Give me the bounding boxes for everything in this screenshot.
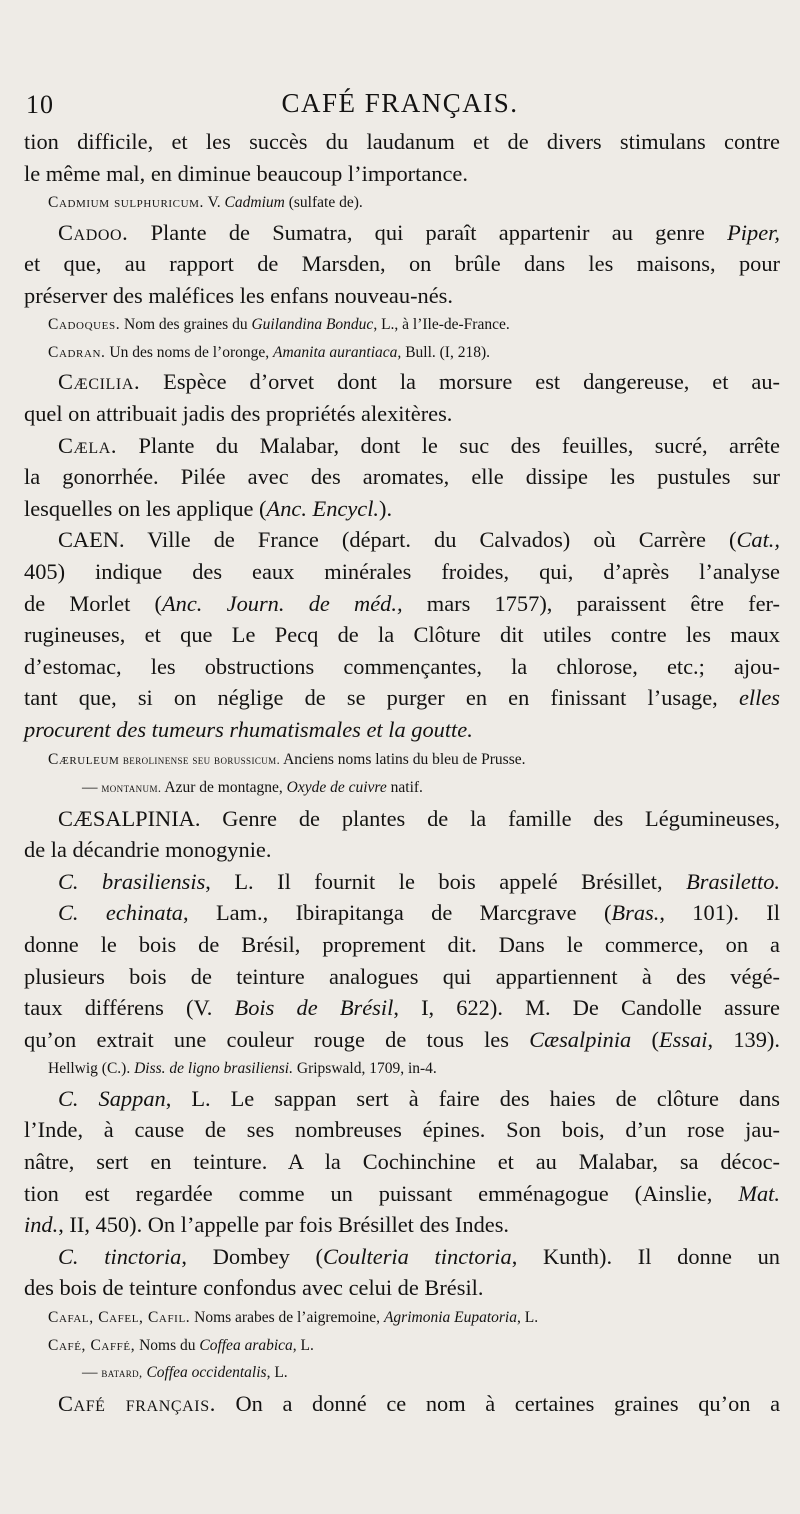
entry-caen: CAEN. Ville de France (départ. du Calvados) où Carrère (Cat., — [58, 527, 780, 553]
entry-caeruleum-montanum: — montanum. Azur de montagne, Oxyde de cuivre natif. — [82, 779, 423, 797]
entry-cafe-francais: Café français. On a donné ce nom à certaines graines qu’on a — [58, 1390, 781, 1416]
entry-cafe: Café, Caffé, Noms du Coffea arabica, L. — [48, 1336, 314, 1354]
text-line: 405) indique des eaux minérales froides, qui, d’après l’analyse — [24, 559, 780, 585]
text-line: d’estomac, les obstructions commençantes, la chlorose, etc.; ajou- — [24, 653, 780, 679]
text-line: tion est regardée comme un puissant emménagogue (Ainslie, Mat. — [24, 1180, 780, 1206]
text-line: l’Inde, à cause de ses nombreuses épines. Son bois, d’un rose jau- — [24, 1117, 780, 1143]
text-line: de Morlet (Anc. Journ. de méd., mars 1757), paraissent être fer- — [24, 590, 780, 616]
entry-c-brasiliensis: C. brasiliensis, L. Il fournit le bois appelé Brésillet, Brasiletto. — [58, 868, 780, 894]
entry-c-tinctoria: C. tinctoria, Dombey (Coulteria tinctoria, Kunth). Il donne un — [58, 1243, 780, 1269]
text-line: taux différens (V. Bois de Brésil, I, 622). M. De Candolle assure — [24, 995, 780, 1021]
page-number: 10 — [26, 90, 54, 119]
entry-cafal: Cafal, Cafel, Cafil. Noms arabes de l’aigremoine, Agrimonia Eupatoria, L. — [48, 1309, 539, 1326]
entry-cafe-batard: — batard, Coffea occidentalis, L. — [82, 1364, 288, 1381]
text-line: rugineuses, et que Le Pecq de la Clôture dit utiles contre les maux — [24, 622, 780, 648]
text-line: qu’on extrait une couleur rouge de tous les Cæsalpinia (Essai, 139). — [24, 1026, 780, 1052]
text-line: tant que, si on néglige de se purger en en finissant l’usage, elles — [24, 685, 780, 711]
entry-caecilia: Cæcilia. Espèce d’orvet dont la morsure est dangereuse, et au- — [58, 369, 780, 395]
entry-cadmium-sulphuricum: Cadmium sulphuricum. V. Cadmium (sulfate de). — [48, 194, 363, 212]
text-line: plusieurs bois de teinture analogues qui appartiennent à des végé- — [24, 963, 780, 989]
entry-c-sappan: C. Sappan, L. Le sappan sert à faire des haies de clôture dans — [58, 1085, 780, 1111]
text-line: procurent des tumeurs rhumatismales et la goutte. — [24, 717, 473, 742]
text-line: préserver des maléfices les enfans nouveau-nés. — [24, 282, 453, 308]
entry-cadran: Cadran. Un des noms de l’oronge, Amanita aurantiaca, Bull. (I, 218). — [48, 343, 490, 361]
text-line: le même mal, en diminue beaucoup l’importance. — [24, 160, 468, 186]
text-line: lesquelles on les applique (Anc. Encycl.). — [24, 495, 393, 521]
entry-cadoo: Cadoo. Plante de Sumatra, qui paraît appartenir au genre Piper, — [58, 219, 780, 245]
text-line: donne le bois de Brésil, proprement dit. Dans le commerce, on a — [24, 931, 780, 957]
entry-c-echinata: C. echinata, Lam., Ibirapitanga de Marcgrave (Bras., 101). Il — [58, 900, 780, 926]
running-title: CAFÉ FRANÇAIS. — [281, 88, 519, 118]
text-line: des bois de teinture confondus avec celui de Brésil. — [24, 1275, 484, 1301]
reference-hellwig: Hellwig (C.). Diss. de ligno brasiliensi. Gripswald, 1709, in-4. — [48, 1060, 437, 1078]
text-line: tion difficile, et les succès du laudanum et de divers stimulans contre — [24, 129, 780, 154]
text-line: quel on attribuait jadis des propriétés alexitères. — [24, 401, 453, 427]
entry-caesalpinia: CÆSALPINIA. Genre de plantes de la famille des Légumineuses, — [58, 805, 780, 831]
page-header — [26, 88, 774, 122]
page-body — [24, 126, 780, 1419]
text-line: la gonorrhée. Pilée avec des aromates, elle dissipe les pustules sur — [24, 464, 780, 490]
entry-cadoques: Cadoques. Nom des graines du Guilandina Bonduc, L., à l’Ile-de-France. — [48, 316, 510, 334]
text-line: et que, au rapport de Marsden, on brûle dans les maisons, pour — [24, 251, 780, 277]
text-line: ind., II, 450). On l’appelle par fois Brésillet des Indes. — [24, 1212, 510, 1238]
text-line: nâtre, sert en teinture. A la Cochinchine et au Malabar, sa décoc- — [24, 1149, 780, 1175]
entry-caela: Cæla. Plante du Malabar, dont le suc des feuilles, sucré, arrête — [58, 432, 780, 458]
entry-caeruleum: Cæruleum berolinense seu borussicum. Anciens noms latins du bleu de Prusse. — [48, 750, 526, 768]
text-line: de la décandrie monogynie. — [24, 837, 272, 863]
